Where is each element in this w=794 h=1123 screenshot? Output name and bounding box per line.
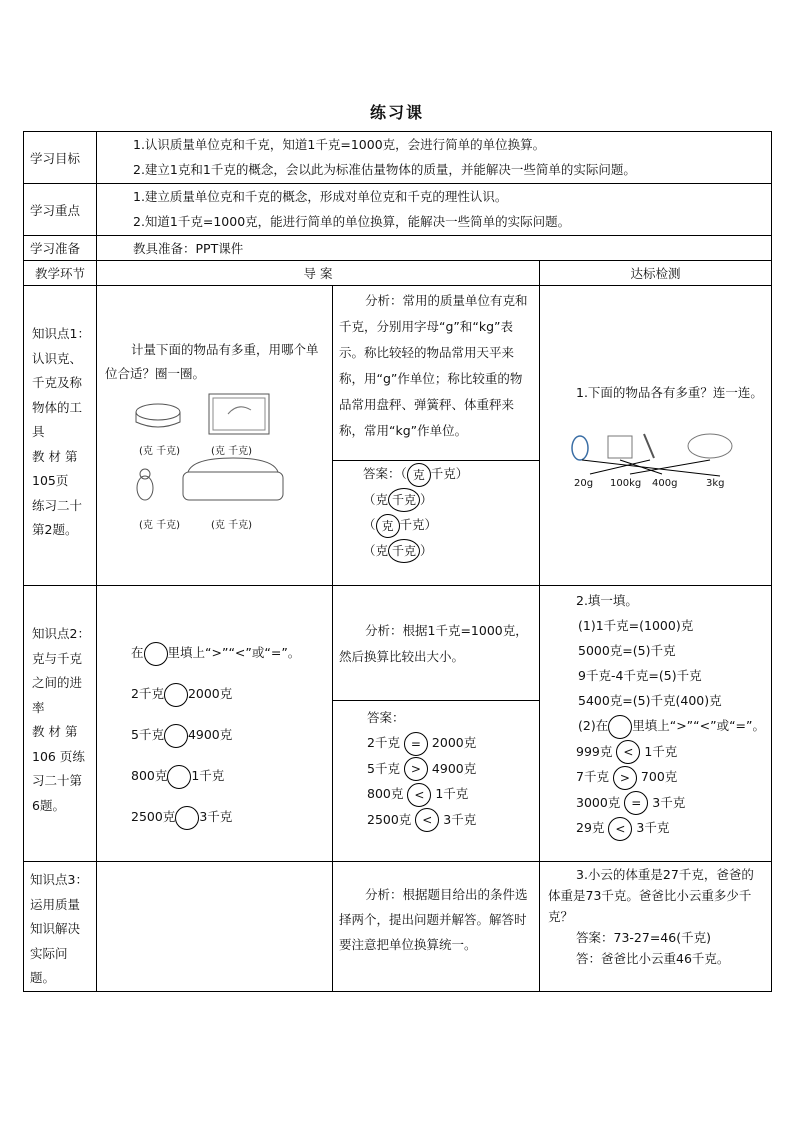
- k1-left: 知识点1： 认识克、 千克及称 物体的工 具 教 材 第 105页 练习二十 第2题。: [24, 286, 97, 586]
- k2-answer-2: 5千克 > 4900克: [367, 756, 539, 782]
- k2-item-3: 800克 1千克: [131, 755, 332, 796]
- weight-1: 20g: [574, 478, 594, 489]
- k1-label-4: (克 千克): [211, 520, 252, 531]
- page-title: 练习课: [369, 103, 424, 122]
- k1-row: [24, 286, 772, 586]
- keypoints-label: 学习重点: [24, 184, 97, 236]
- k1-objects-illustration: [133, 392, 285, 522]
- k3-row: [24, 862, 772, 992]
- objectives-label: 学习目标: [24, 132, 97, 184]
- k2-left: 知识点2： 克与千克 之间的进 率 教 材 第 106 页练 习二十第 6题。: [24, 586, 97, 862]
- k2-item-1: 2千克 2000克: [131, 673, 332, 714]
- prep-label: 学习准备: [24, 236, 97, 261]
- k1-matching-illustration: [570, 430, 766, 482]
- k1-task: 计量下面的物品有多重，用哪个单位合适？圈一圈。: [105, 342, 319, 381]
- keypoint-1: 1.建立质量单位克和千克的概念，形成对单位克和千克的理性认识。: [133, 189, 508, 204]
- k2-answers: 答案： 2千克 = 2000克 5千克 > 4900克 800克 < 1千克 2500克 < 3千克: [333, 701, 539, 832]
- k1-analysis-cell: [333, 286, 540, 586]
- circle-mark: 千克: [388, 488, 420, 512]
- k2-analysis: 分析：根据1千克=1000克，然后换算比较出大小。: [333, 586, 539, 701]
- header-col3: 达标检测: [540, 261, 772, 286]
- k2-compare-1: 999克 < 1千克: [548, 739, 767, 765]
- header-row: [24, 261, 772, 286]
- k3-task-cell: [97, 862, 333, 992]
- k2-task-cell: [97, 586, 333, 862]
- header-col1: 教学环节: [24, 261, 97, 286]
- prep-row: [24, 236, 772, 261]
- blank-circle: [175, 806, 199, 830]
- k2-task: 在 里填上“>”“<”或“=”。: [131, 632, 332, 673]
- k1-task-cell: [97, 286, 333, 586]
- header-col2: 导 案: [97, 261, 540, 286]
- blank-circle: [164, 683, 188, 707]
- k2-compare-2: 7千克 > 700克: [548, 764, 767, 790]
- weight-2: 100kg: [610, 478, 642, 489]
- lesson-table: [23, 131, 772, 992]
- keypoint-2: 2.知道1千克=1000克，能进行简单的单位换算，能解决一些简单的实际问题。: [133, 214, 571, 229]
- k1-answer-4: （克 千克 ）: [363, 538, 539, 564]
- k1-label-1: (克 千克): [139, 446, 180, 457]
- objective-2: 2.建立1克和1千克的概念，会以此为标准估量物体的质量，并能解决一些简单的实际问题。: [133, 162, 636, 177]
- weight-3: 400g: [652, 478, 678, 489]
- k2-analysis-cell: [333, 586, 540, 862]
- weight-4: 3kg: [706, 478, 725, 489]
- circle-mark: 克: [407, 463, 431, 487]
- blank-circle: [167, 765, 191, 789]
- k2-item-4: 2500克 3千克: [131, 796, 332, 837]
- k3-test-cell: 3.小云的体重是27千克，爸爸的体重是73千克。爸爸比小云重多少千克？ 答案：73-27=46(千克) 答：爸爸比小云重46千克。: [540, 862, 772, 992]
- keypoints-row: [24, 184, 772, 236]
- k3-left: 知识点3： 运用质量 知识解决 实际问题。: [24, 862, 97, 992]
- k2-test-cell: 2.填一填。 (1)1千克=(1000)克 5000克=(5)千克 9千克-4千克=(5)千克 5400克=(5)千克(400)克 (2)在 里填上“>”“<”或“=”。 999克 < 1千克 7千克 > 700克 3000克 = 3千克 29克 < 3千克: [540, 586, 772, 862]
- blank-circle: [144, 642, 168, 666]
- k1-label-2: (克 千克): [211, 446, 252, 457]
- k1-label-3: (克 千克): [139, 520, 180, 531]
- k1-answer-3: （ 克 千克）: [363, 512, 539, 538]
- objective-1: 1.认识质量单位克和千克，知道1千克=1000克，会进行简单的单位换算。: [133, 137, 546, 152]
- k2-test2: (2)在 里填上“>”“<”或“=”。: [548, 713, 767, 739]
- k1-analysis: 分析：常用的质量单位有克和千克，分别用字母“g”和“kg”表示。称比较轻的物品常用天平来称，用“g”作单位；称比较重的物品常用盘秤、弹簧秤、体重秤来称，常用“kg”作单位。: [333, 286, 539, 461]
- k2-answer-3: 800克 < 1千克: [367, 781, 539, 807]
- k1-answer-1: 答案：（ 克 千克）: [363, 461, 539, 487]
- k2-answer-1: 2千克 = 2000克: [367, 730, 539, 756]
- circle-mark: 千克: [388, 539, 420, 563]
- k2-compare-4: 29克 < 3千克: [548, 815, 767, 841]
- k1-answer-2: （克 千克 ）: [363, 487, 539, 513]
- k2-compare-3: 3000克 = 3千克: [548, 790, 767, 816]
- objectives-row: [24, 132, 772, 184]
- prep-text: 教具准备：PPT课件: [97, 236, 772, 261]
- blank-circle: [164, 724, 188, 748]
- k2-item-2: 5千克 4900克: [131, 714, 332, 755]
- k2-row: [24, 586, 772, 862]
- circle-mark: 克: [376, 514, 400, 538]
- k2-answer-4: 2500克 < 3千克: [367, 807, 539, 833]
- k3-analysis: 分析：根据题目给出的条件选择两个，提出问题并解答。解答时要注意把单位换算统一。: [333, 862, 540, 992]
- k1-test: 1.下面的物品各有多重？连一连。: [576, 385, 763, 400]
- k1-test-cell: [540, 286, 772, 586]
- k1-answers: [333, 461, 539, 563]
